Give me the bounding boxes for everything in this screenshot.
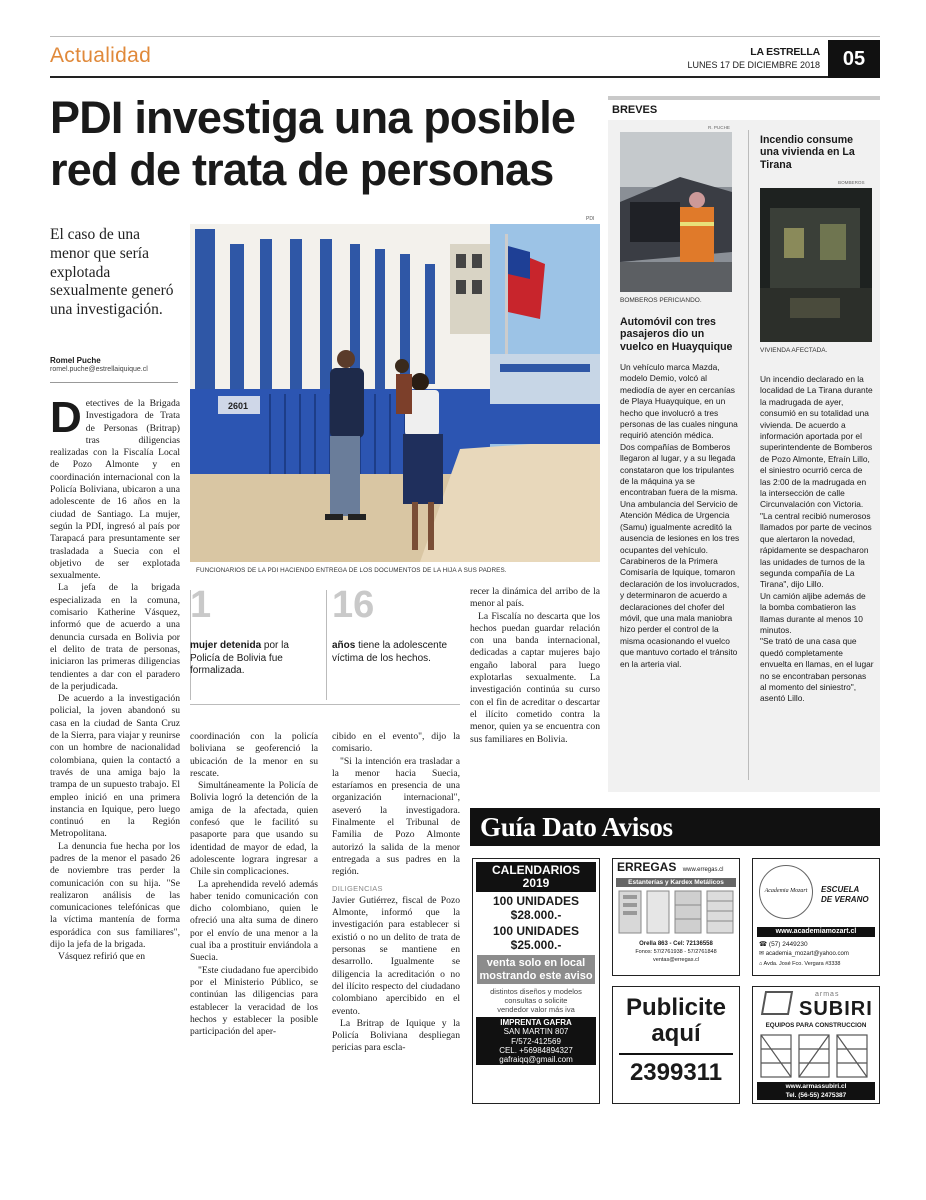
ad-calendarios-services-2: consultas o solicite (504, 996, 568, 1005)
ad-mozart-phone-number: (57) 2449230 (768, 941, 808, 948)
ad-armas-subiri[interactable] (752, 986, 880, 1104)
breve-2-paragraph-2: "La central recibió numerosos llamados por parte de vecinos que alertaron la novedad, rápidamente se despacharon las unidades de turnos de la segunda compañía de La Tirana", dijo Lillo. (760, 510, 872, 590)
ad-mozart-logo-text: Academia Mozart (764, 888, 808, 894)
ad-calendarios-price2: $25.000.- (510, 938, 562, 952)
ad-calendarios-fax: F/572-412569 (511, 1036, 561, 1046)
ad-mozart-phone: ☎ (57) 2449230 (759, 941, 808, 948)
breve-1-body (620, 362, 740, 670)
column-1-paragraph-4: La denuncia fue hecha por los padres de la menor el pasado 26 de noviembre tras perder la comunicación con su hija. "Se realizaron análisis de las comunicaciones telefónicas que la víctima mantenía de forma esporádica con sus familiares", dijo la jefa de la brigada. (50, 840, 180, 951)
headline (50, 92, 610, 196)
ad-calendarios-company: IMPRENTA GAFRA (500, 1018, 572, 1027)
ad-publicite-rule (619, 1053, 733, 1055)
stat-2-text (332, 640, 460, 665)
breve-1-paragraph-1: Un vehículo marca Mazda, modelo Demio, volcó al mediodía de ayer en cercanías de Playa Huayquique, en un hecho que involucró a tres personas de las cuales ninguna requirió atención médica. (620, 362, 738, 441)
issue-date: LUNES 17 DE DICIEMBRE 2018 (687, 60, 820, 70)
article-subhead: El caso de una menor que sería explotada sexualmente generó una investigación. (50, 226, 174, 319)
breves-label: BREVES (612, 104, 658, 116)
headline-line-2: red de trata de personas (50, 144, 554, 195)
ad-erregas-address: Orella 863 - Cel: 72136558 (639, 941, 713, 947)
column-1-paragraph-3: De acuerdo a la investigación policial, la joven abandonó su casa en la ciudad de Santa Cruz de la Sierra, para viajar y reunirse con un hombre de nacionalidad colombiana, quien la contactó a través de una amiga bajo la trampa de un supuesto trabajo. El empleo inició en una primera instancia en Iquique, pero luego continuó en la Región Metropolitana. (50, 693, 180, 840)
stats-divider-mid (326, 590, 327, 700)
ad-calendarios-promo: venta solo en local mostrando este aviso (477, 955, 595, 984)
column-1-paragraph-2: La jefa de la brigada especializada en la comuna, comisario Katherine Vásquez, informó que de acuerdo a una denuncia cursada en Bolivia por el delito de trata de personas, iniciaron las primeras diligencias tendientes a dar con el paradero de la perjudicada. (50, 582, 180, 692)
breve-2-photo (760, 188, 872, 342)
breve-2-body (760, 374, 874, 705)
ad-mozart-address-text: Avda. José Fco. Vergara #3338 (763, 961, 841, 967)
ad-subiri-logo (761, 991, 793, 1015)
photo-caption: FUNCIONARIOS DE LA PDI HACIENDO ENTREGA DE LOS DOCUMENTOS DE LA HIJA A SUS PADRES. (196, 567, 507, 574)
byline-rule (50, 382, 178, 383)
ad-erregas-tagline: Estanterías y Kardex Metálicos (616, 878, 736, 887)
ad-subiri-web: www.armassubiri.cl (785, 1083, 847, 1090)
section-label: Actualidad (50, 44, 152, 67)
ad-mozart-web: www.academiamozart.cl (757, 927, 875, 937)
article-column-3-top (470, 586, 600, 746)
breve-1-photo (620, 132, 732, 292)
header-bottom-rule (50, 76, 828, 78)
ad-subiri-brand-small: armas (815, 991, 840, 998)
stat-2-number: 16 (332, 584, 375, 626)
ad-erregas-header (613, 859, 739, 878)
ad-publicite[interactable] (612, 986, 740, 1104)
breve-1-illustration (620, 132, 732, 292)
stat-2-rest: tiene la adolescente víctima de los hechos. (332, 640, 448, 664)
column-3b-subhead: DILIGENCIAS (332, 883, 383, 893)
ad-calendarios-services-3: vendedor valor más iva (497, 1005, 575, 1014)
column-3b-paragraph-1: cibido en el evento", dijo la comisario. (332, 731, 460, 755)
breve-1-paragraph-2: Dos compañías de Bomberos llegaron al lugar, y a su llegada constataron que los tripulantes de la máquina ya se encontraban fuera de la misma. Una ambulancia del Servicio de Atención Médica de Urgencia (Samu) igualmente acreditó la ausencia de lesiones en los tres ocupantes del vehículo. Carabineros de la Primera Comisaría de Iquique, tomaron declaración de los involucrados, y determinaron de acuerdo a declaraciones del chofer del móvil, que una mala maniobra hizo perder el control de la misma ocasionando el vuelco que mantuvo cortado el tránsito en la arteria vial. (620, 441, 740, 669)
ad-publicite-line-1: Publicite (625, 994, 727, 1021)
breve-2-paragraph-1: Un incendio declarado en la localidad de La Tirana durante la madrugada de ayer, consumió en su totalidad una vivienda. De acuerdo a información aportada por el superintendente de Bomberos de Pozo Almonte, Efraín Lillo, el siniestro ocurrió cerca de las 2:00 de la madrugada en la intersección de calle Circunvalación con Victoria. (760, 374, 873, 510)
publication-name: LA ESTRELLA (750, 46, 820, 58)
article-column-2 (190, 731, 318, 1038)
stat-1-bold: mujer detenida (190, 640, 262, 651)
ad-calendarios-title: CALENDARIOS (491, 863, 580, 877)
column-2-paragraph-3: La aprehendida reveló además haber tenido comunicación con dicho colombiano, quien le ofreció una alta suma de dinero por el envío de una menor a la cual iba a prostituir enviándola a Suecia. (190, 878, 318, 964)
ad-calendarios-header (476, 862, 596, 892)
breves-divider (748, 130, 749, 780)
author-name: Romel Puche (50, 356, 101, 365)
stats-bottom-rule (190, 704, 460, 705)
photo-credit: PDI (586, 216, 595, 222)
breve-2-photo-caption: VIVIENDA AFECTADA. (760, 347, 828, 354)
ad-calendarios-cel: CEL. +56984894327 (499, 1045, 573, 1055)
headline-line-1: PDI investiga una posible (50, 92, 576, 143)
ad-erregas-name: ERREGAS (617, 860, 677, 874)
breve-1-title: Automóvil con tres pasajeros dio un vuelco en Huayquique (620, 316, 733, 353)
ad-calendarios-address: SAN MARTIN 807 (503, 1027, 569, 1037)
breves-top-bar (608, 96, 880, 100)
ad-publicite-phone: 2399311 (629, 1059, 723, 1086)
article-column-1 (50, 393, 180, 964)
ad-mozart-email: ✉ academia_mozart@yahoo.com (759, 951, 849, 957)
breve-1-photo-credit: R. PUCHE (708, 125, 730, 130)
stat-1-rest: por la Policía de Bolivia fue formalizada. (190, 640, 289, 676)
column-3-continuation: recer la dinámica del arribo de la menor al país. (470, 586, 600, 610)
column-2-paragraph-1: coordinación con la policía boliviana se geoferenció la ubicación de la menor en su rescate. (190, 731, 318, 779)
ad-mozart-address: ⌂ Avda. José Fco. Vergara #3338 (759, 961, 841, 967)
ad-erregas-phones: Fonos: 57/2761938 - 57/2761848 (635, 949, 717, 955)
ad-publicite-line-2: aquí (651, 1020, 701, 1047)
author-email: romel.puche@estrellaiquique.cl (50, 366, 148, 373)
ad-calendarios-line1: 100 UNIDADES (492, 894, 580, 908)
ad-calendarios-price1: $28.000.- (510, 908, 562, 922)
ad-calendarios-footer (476, 1017, 596, 1065)
ad-erregas-shelves-illustration (615, 889, 737, 935)
ad-mozart-email-text: academia_mozart@yahoo.com (765, 951, 849, 957)
column-1-paragraph-5: Vásquez refirió que en (58, 951, 146, 963)
ad-calendarios-line2: 100 UNIDADES (492, 924, 580, 938)
ad-calendarios-year: 2019 (522, 876, 550, 890)
breve-2-photo-credit: BOMBEROS (838, 180, 865, 185)
drop-cap: D (50, 393, 82, 442)
building-number-sign: 2601 (228, 401, 249, 411)
column-1-paragraph-1: etectives de la Brigada Investigadora de Trata de Personas (Britrap) tras diligencias realizadas con la Fiscalía Local de Pozo Almonte y en coordinación internacional con la Policía Boliviana, ubicaron a una adolescente de 16 años en la ciudad de Santiago. La mujer, según la PDI, ingresó al país por Tarapacá para presuntamente ser trasladada a Suecia con el objetivo de ser explotada sexualmente. (50, 398, 180, 582)
breve-2-paragraph-3: Un camión aljibe además de la bomba combatieron las llamas durante al menos 10 minutos. (760, 590, 866, 635)
ad-mozart-titles (821, 885, 875, 905)
ad-mozart-title-2: DE VERANO (821, 895, 869, 904)
page-number: 05 (828, 40, 880, 78)
ad-subiri-brand: SUBIRI (799, 998, 873, 1020)
ad-calendarios[interactable] (472, 858, 600, 1104)
column-3-paragraph-1: La Fiscalía no descarta que los hechos puedan guardar relación con una banda internacional, dedicadas a captar mujeres bajo engaño laboral para luego explotarlas sexualmente. La investigación continúa su curso con el fin de acreditar o descartar el ilícito cometido contra la menor, quien ya se encuentra con sus familiares en Bolivia. (470, 610, 600, 745)
ad-academia-mozart[interactable] (752, 858, 880, 976)
ad-subiri-phone: Tel. (56-55) 2475387 (785, 1092, 847, 1099)
main-photo (190, 224, 600, 562)
ad-subiri-footer (757, 1082, 875, 1100)
column-3b-paragraph-3: Javier Gutiérrez, fiscal de Pozo Almonte, informó que la investigación para establecer si existió o no un delito de trata de personas se mantiene en desarrollo. Igualmente se diligencia la acreditación o no del ilícito respecto del ciudadano colombiano apercibido en el evento. (332, 894, 460, 1017)
article-column-3b (332, 731, 460, 1055)
ad-erregas-email: ventas@erregas.cl (653, 957, 699, 963)
stat-2-bold: años (332, 640, 356, 651)
breve-2-paragraph-4: "Se trató de una casa que quedó completamente envuelta en llamas, en el lugar no se encontraban personas al momento del siniestro", asentó Lillo. (760, 636, 874, 704)
guia-title: Guía Dato Avisos (470, 808, 880, 846)
column-3b-paragraph-2: "Si la intención era trasladar a la menor hacia Suecia, estaríamos en presencia de una organización internacional", aseveró la investigadora. Finalmente el Tribunal de Familia de Pozo Almonte autorizó la salida de la menor entregada a sus padres en la región. (332, 755, 460, 878)
ad-calendarios-email: gafraiqq@gmail.com (499, 1055, 573, 1065)
column-2-paragraph-2: Simultáneamente la Policía de Bolivia logró la detención de la amiga de la afectada, quien confesó que le facilitó su pasaporte para que usando su identidad de mayor de edad, la adolescente lograra ingresar a Chile sin complicaciones. (190, 780, 318, 878)
main-photo-illustration (190, 224, 600, 562)
stat-1-text (190, 640, 320, 678)
ad-erregas[interactable] (612, 858, 740, 976)
stat-1-number: 1 (190, 584, 212, 626)
ad-erregas-web: www.erregas.cl (682, 867, 724, 873)
ad-mozart-title-1: ESCUELA (821, 885, 860, 894)
ad-subiri-scaffold-illustration (757, 1031, 875, 1079)
breve-2-title: Incendio consume una vivienda en La Tirana (760, 134, 855, 171)
breve-1-photo-caption: BOMBEROS PERICIANDO. (620, 297, 702, 304)
breve-2-illustration (760, 188, 872, 342)
ad-subiri-tagline: EQUIPOS PARA CONSTRUCCION (765, 1022, 867, 1029)
header-top-rule (50, 36, 880, 37)
ad-calendarios-services-1: distintos diseños y modelos (490, 987, 582, 996)
column-2-paragraph-4: "Este ciudadano fue apercibido por el Ministerio Público, se continúan las diligencias para establecer la veracidad de los hechos y establecer la posible participación del aper- (190, 964, 318, 1038)
column-3b-paragraph-4: La Britrap de Iquique y la Policía Boliviana despliegan pericias para escla- (332, 1017, 460, 1054)
